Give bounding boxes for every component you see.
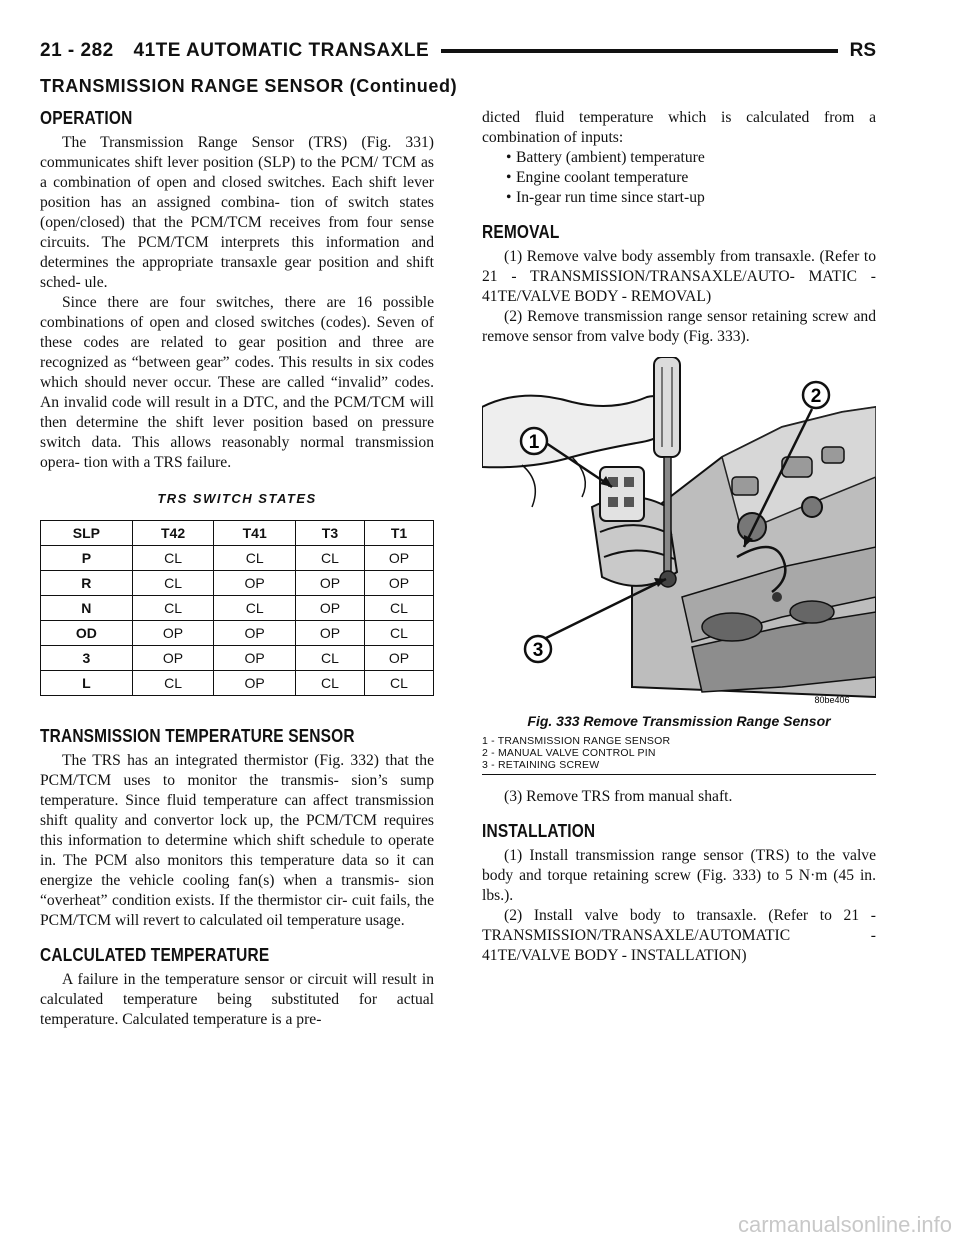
table-cell: OP xyxy=(132,621,214,646)
table-cell: OP xyxy=(364,646,433,671)
input-list xyxy=(482,148,876,208)
installation-heading: INSTALLATION xyxy=(482,821,596,841)
table-cell: 3 xyxy=(41,646,133,671)
table-cell: CL xyxy=(295,671,364,696)
table-row xyxy=(41,546,434,571)
table-cell: CL xyxy=(364,596,433,621)
table-cell: N xyxy=(41,596,133,621)
table-cell: OP xyxy=(214,571,296,596)
figure-caption: Fig. 333 Remove Transmission Range Sensor xyxy=(527,713,831,729)
table-cell: OP xyxy=(214,621,296,646)
table-cell: CL xyxy=(132,596,214,621)
table-cell: CL xyxy=(132,546,214,571)
continued-title: TRANSMISSION RANGE SENSOR (Continued) xyxy=(40,76,458,96)
list-item: • Battery (ambient) temperature xyxy=(506,148,876,168)
column-header: T1 xyxy=(364,521,433,546)
removal-step-3: (3) Remove TRS from manual shaft. xyxy=(504,788,733,805)
table-cell: CL xyxy=(214,546,296,571)
table-cell: CL xyxy=(295,646,364,671)
table-row xyxy=(41,571,434,596)
table-cell: CL xyxy=(295,546,364,571)
table-cell: OD xyxy=(41,621,133,646)
operation-heading: OPERATION xyxy=(40,108,133,128)
calculated-temperature-heading: CALCULATED TEMPERATURE xyxy=(40,945,270,965)
right-column xyxy=(482,108,876,966)
legend-item: 3 - RETAINING SCREW xyxy=(482,759,600,771)
table-cell: CL xyxy=(132,571,214,596)
table-row xyxy=(41,621,434,646)
section-title: 41TE AUTOMATIC TRANSAXLE xyxy=(133,40,430,61)
legend-item: 2 - MANUAL VALVE CONTROL PIN xyxy=(482,747,656,759)
callout-3-label: 3 xyxy=(532,640,544,661)
figure-code: 80be406 xyxy=(814,695,850,705)
calculated-temperature-continued: dicted fluid temperature which is calculated from a combination of inputs: xyxy=(482,109,876,146)
operation-paragraph-1: The Transmission Range Sensor (TRS) (Fig. 331) communicates shift lever position (SLP) to the PCM/ TCM as a combination of open and closed switches. Each shift lever position has an assigned combina- tion of switch states (open/closed) that the PCM/TCM receives from four sense circuits. The PCM/TCM interprets this information and determines the appropriate transaxle gear position and shift sched- ule. xyxy=(40,134,434,291)
operation-paragraph-2: Since there are four switches, there are 16 possible combinations of open and closed switches (codes). Seven of these codes are related to gear position and three are recognized as “between gear” codes. This results in six codes which should never occur. These are called “invalid” codes. An invalid code will result in a DTC, and the PCM/TCM will then determine the shift lever position based on pressure switch data. This allows reasonably normal transmission opera- tion with a TRS failure. xyxy=(40,294,434,471)
table-cell: P xyxy=(41,546,133,571)
table-cell: L xyxy=(41,671,133,696)
installation-step-1: (1) Install transmission range sensor (TRS) to the valve body and torque retaining screw (Fig. 333) to 5 N·m (45 in. lbs.). xyxy=(482,847,876,904)
table-cell: OP xyxy=(364,571,433,596)
header-rule xyxy=(441,49,837,53)
temperature-sensor-heading: TRANSMISSION TEMPERATURE SENSOR xyxy=(40,726,355,746)
figure-legend xyxy=(482,735,876,775)
table-cell: CL xyxy=(214,596,296,621)
table-cell: OP xyxy=(214,671,296,696)
removal-step-1: (1) Remove valve body assembly from transaxle. (Refer to 21 - TRANSMISSION/TRANSAXLE/AUTO- MATIC - 41TE/VALVE BODY - REMOVAL) xyxy=(482,248,876,305)
column-header: T3 xyxy=(295,521,364,546)
table-title: TRS SWITCH STATES xyxy=(157,491,317,506)
table-cell: OP xyxy=(295,596,364,621)
calculated-temperature-paragraph: A failure in the temperature sensor or circuit will result in calculated temperature being substituted for actual temperature. Calculated temperature is a pre- xyxy=(40,971,434,1028)
table-cell: R xyxy=(41,571,133,596)
table-cell: CL xyxy=(132,671,214,696)
table-header-row xyxy=(41,521,434,546)
table-row xyxy=(41,646,434,671)
page-number: 21 - 282 xyxy=(40,40,114,61)
model-code: RS xyxy=(849,40,876,61)
table-cell: OP xyxy=(214,646,296,671)
table-cell: CL xyxy=(364,671,433,696)
page-header xyxy=(40,38,876,64)
callout-1-label: 1 xyxy=(528,432,540,453)
callout-2-label: 2 xyxy=(810,386,822,407)
table-cell: OP xyxy=(295,571,364,596)
removal-heading: REMOVAL xyxy=(482,222,560,242)
table-cell: CL xyxy=(364,621,433,646)
table-row xyxy=(41,596,434,621)
column-header: T42 xyxy=(132,521,214,546)
list-item: • Engine coolant temperature xyxy=(506,168,876,188)
legend-item: 1 - TRANSMISSION RANGE SENSOR xyxy=(482,735,671,747)
temperature-sensor-paragraph: The TRS has an integrated thermistor (Fig. 332) that the PCM/TCM uses to monitor the transmis- sion’s sump temperature. Since fluid temperature can affect transmission shift quality and convertor lock up, the PCM/TCM requires this information to determine which shift schedule to operate in. The PCM also monitors this temperature data so it can energize the vehicle cooling fan(s) when a transmis- sion “overheat” condition exists. If the thermistor cir- cuit fails, the PCM/TCM will revert to calculated oil temperature usage. xyxy=(40,752,434,929)
valve-body-illustration xyxy=(482,357,876,709)
header-left xyxy=(40,40,429,62)
list-item: • In-gear run time since start-up xyxy=(506,188,876,208)
column-header: T41 xyxy=(214,521,296,546)
installation-step-2: (2) Install valve body to transaxle. (Refer to 21 - TRANSMISSION/TRANSAXLE/AUTOMATIC - 41TE/VALVE BODY - INSTALLATION) xyxy=(482,907,876,964)
removal-step-2: (2) Remove transmission range sensor retaining screw and remove sensor from valve body (Fig. 333). xyxy=(482,308,876,345)
trs-switch-states-table xyxy=(40,520,434,696)
table-cell: OP xyxy=(295,621,364,646)
left-column xyxy=(40,108,434,1030)
table-cell: OP xyxy=(132,646,214,671)
column-header: SLP xyxy=(41,521,133,546)
table-row xyxy=(41,671,434,696)
watermark: carmanualsonline.info xyxy=(737,1212,952,1237)
figure-333 xyxy=(482,357,876,709)
table-cell: OP xyxy=(364,546,433,571)
